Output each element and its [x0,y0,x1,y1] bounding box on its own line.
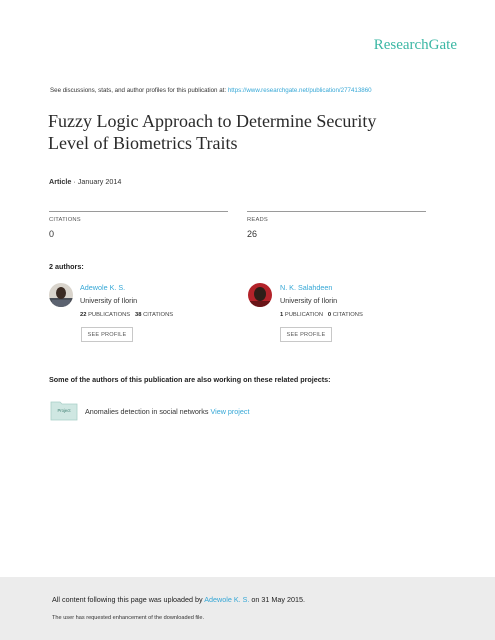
see-profile-button[interactable]: SEE PROFILE [81,327,133,342]
publication-url-link[interactable]: https://www.researchgate.net/publication/277413860 [227,87,372,94]
project-icon-label: Project [57,408,71,413]
publication-type: Article [49,177,72,186]
publication-meta [49,177,121,186]
author-photo-icon [248,283,272,307]
authors-heading: 2 authors: [49,262,84,271]
citations-label: CITATIONS [141,312,174,318]
citations-count: 0 [49,229,55,239]
upload-notice [52,595,305,604]
publications-count: 1 [280,312,284,318]
citations-count: 0 [327,312,332,318]
citations-count: 38 [135,312,142,318]
title-line-1: Fuzzy Logic Approach to Determine Security [48,111,377,131]
author-avatar[interactable] [248,283,272,307]
citations-label: CITATIONS [49,217,81,223]
author-photo-icon [49,283,73,307]
author-name-link[interactable]: N. K. Salahdeen [280,283,333,292]
project-folder-icon [50,399,78,421]
enhancement-note: The user has requested enhancement of the downloaded file. [52,615,205,621]
reads-divider [247,211,426,212]
publication-date: · January 2014 [71,177,122,186]
citations-divider [49,211,228,212]
reads-label: READS [247,217,268,223]
author-stats [280,312,363,318]
discussion-notice [50,87,372,94]
footer-bar [0,577,495,640]
researchgate-logo[interactable]: ResearchGate [373,37,457,53]
view-project-link[interactable]: View project [210,407,250,416]
publication-title [48,110,448,154]
publications-count: 22 [80,312,87,318]
title-line-2: Level of Biometrics Traits [48,133,238,153]
citations-label: CITATIONS [331,312,363,318]
project-name: Anomalies detection in social networks [85,407,211,416]
author-stats [80,312,173,318]
reads-count: 26 [247,229,258,239]
upload-prefix: All content following this page was uploaded by [52,595,205,604]
see-profile-button[interactable]: SEE PROFILE [280,327,332,342]
project-item [85,407,249,416]
discussion-text: See discussions, stats, and author profiles for this publication at: [50,87,228,94]
upload-suffix: on 31 May 2015. [249,595,305,604]
publications-label: PUBLICATION [283,312,324,318]
related-projects-heading: Some of the authors of this publication are also working on these related projects: [49,375,331,384]
publications-label: PUBLICATIONS [86,312,131,318]
author-avatar[interactable] [49,283,73,307]
author-institution: University of Ilorin [80,296,138,305]
uploader-link[interactable]: Adewole K. S. [204,595,250,604]
author-name-link[interactable]: Adewole K. S. [80,283,126,292]
author-institution: University of Ilorin [280,296,338,305]
